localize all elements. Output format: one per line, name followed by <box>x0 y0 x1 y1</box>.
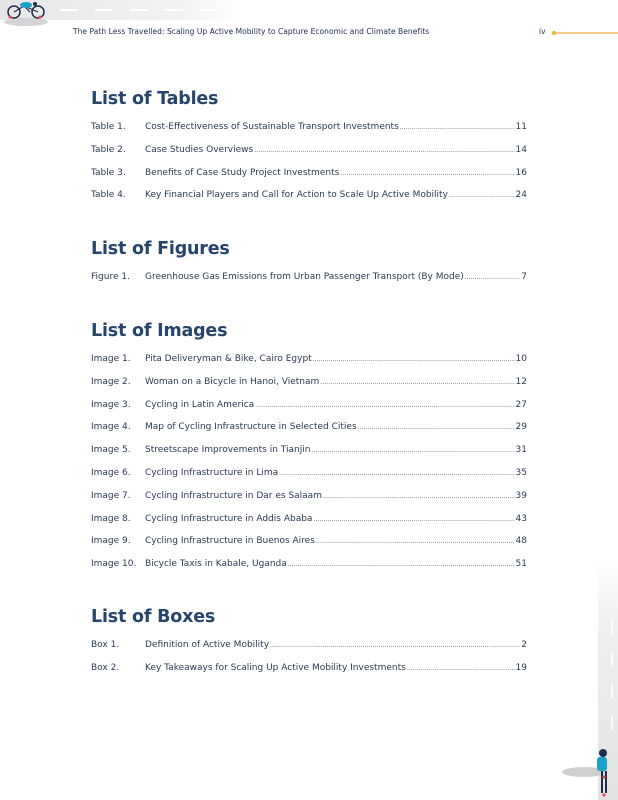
entry-page-number: 2 <box>521 640 527 650</box>
entry-page-number: 48 <box>515 536 527 547</box>
toc-entry[interactable] <box>91 559 527 582</box>
entry-title: Cost-Effectiveness of Sustainable Transport Investments <box>145 122 399 132</box>
toc-entry[interactable] <box>91 168 527 191</box>
toc-entry[interactable] <box>91 400 527 423</box>
toc-entry[interactable] <box>91 536 527 559</box>
entry-page-number: 29 <box>515 422 527 433</box>
entry-page-number: 43 <box>515 513 527 524</box>
entry-label: Image 6. <box>91 467 131 478</box>
list-of-figures <box>91 238 527 295</box>
dot-leader <box>316 536 515 546</box>
entry-page-number: 16 <box>515 167 527 178</box>
list-of-tables <box>91 88 527 213</box>
entry-title: Case Studies Overviews <box>145 144 254 155</box>
dot-leader <box>255 400 514 410</box>
entry-label: Box 2. <box>91 662 120 673</box>
dot-leader <box>254 145 514 155</box>
entry-label: Image 9. <box>91 536 131 547</box>
entry-label: Image 5. <box>91 445 131 456</box>
toc-entry[interactable] <box>91 422 527 445</box>
dot-leader <box>311 445 514 455</box>
toc-entry[interactable] <box>91 468 527 491</box>
entry-title: Cycling Infrastructure in Lima <box>145 467 279 478</box>
entry-title: Cycling Infrastructure in Dar es Salaam <box>145 490 322 501</box>
entry-label: Image 7. <box>91 490 131 501</box>
entry-label: Box 1. <box>91 640 120 650</box>
entry-title: Woman on a Bicycle in Hanoi, Vietnam <box>145 376 320 387</box>
list-of-images <box>91 320 527 582</box>
entry-label: Table 4. <box>91 190 126 201</box>
entry-page-number: 14 <box>515 144 527 155</box>
toc-entry[interactable] <box>91 122 527 145</box>
entry-label: Table 3. <box>91 167 126 178</box>
dot-leader <box>320 377 514 387</box>
toc-entry[interactable] <box>91 272 527 295</box>
dot-leader <box>288 559 515 569</box>
page-number: iv <box>539 27 546 36</box>
toc-entry[interactable] <box>91 663 527 686</box>
section-heading: List of Images <box>91 321 228 341</box>
entry-label: Image 4. <box>91 422 131 433</box>
entry-title: Bicycle Taxis in Kabale, Uganda <box>145 559 287 570</box>
entry-title: Streetscape Improvements in Tianjin <box>145 445 311 456</box>
entry-page-number: 51 <box>515 559 527 570</box>
entry-title: Greenhouse Gas Emissions from Urban Passenger Transport (By Mode) <box>145 272 464 282</box>
list-of-boxes <box>91 606 527 686</box>
entry-label: Image 3. <box>91 399 131 410</box>
dot-leader <box>323 491 515 501</box>
page-number-accent-line <box>550 29 618 37</box>
cyclist-illustration <box>560 745 618 800</box>
running-header-title: The Path Less Travelled: Scaling Up Active Mobility to Capture Economic and Climate Benefits <box>73 27 430 36</box>
dot-leader <box>313 354 515 364</box>
entry-label: Image 10. <box>91 559 137 570</box>
entry-page-number: 19 <box>515 662 527 673</box>
entry-title: Pita Deliveryman & Bike, Cairo Egypt <box>145 354 312 364</box>
entry-page-number: 12 <box>515 376 527 387</box>
toc-entry[interactable] <box>91 514 527 537</box>
dot-leader <box>358 422 515 432</box>
toc-entry[interactable] <box>91 145 527 168</box>
entry-label: Image 1. <box>91 354 131 364</box>
entry-label: Image 2. <box>91 376 131 387</box>
entry-label: Figure 1. <box>91 272 130 282</box>
dot-leader <box>449 190 515 200</box>
toc-entry[interactable] <box>91 640 527 663</box>
entry-page-number: 11 <box>515 122 527 132</box>
toc-entry[interactable] <box>91 377 527 400</box>
entry-title: Definition of Active Mobility <box>145 640 270 650</box>
entry-page-number: 39 <box>515 490 527 501</box>
toc-entry[interactable] <box>91 354 527 377</box>
entry-title: Cycling Infrastructure in Addis Ababa <box>145 513 313 524</box>
entry-page-number: 31 <box>515 445 527 456</box>
dot-leader <box>279 468 514 478</box>
entry-page-number: 35 <box>515 467 527 478</box>
dot-leader <box>270 640 520 650</box>
dot-leader <box>465 272 521 282</box>
dot-leader <box>407 663 515 673</box>
entry-title: Map of Cycling Infrastructure in Selected Cities <box>145 422 357 433</box>
entry-title: Cycling Infrastructure in Buenos Aires <box>145 536 315 547</box>
dot-leader <box>313 514 514 524</box>
entry-title: Cycling in Latin America <box>145 399 255 410</box>
entry-title: Benefits of Case Study Project Investments <box>145 167 340 178</box>
entry-label: Table 2. <box>91 144 126 155</box>
dot-leader <box>340 168 514 178</box>
toc-entry[interactable] <box>91 190 527 213</box>
entry-title: Key Financial Players and Call for Action to Scale Up Active Mobility <box>145 190 448 201</box>
section-heading: List of Tables <box>91 89 219 109</box>
entry-label: Table 1. <box>91 122 126 132</box>
section-heading: List of Figures <box>91 239 230 259</box>
toc-entry[interactable] <box>91 491 527 514</box>
entry-page-number: 24 <box>515 190 527 201</box>
entry-label: Image 8. <box>91 513 131 524</box>
entry-page-number: 27 <box>515 399 527 410</box>
dot-leader <box>400 122 515 132</box>
toc-entry[interactable] <box>91 445 527 468</box>
section-heading: List of Boxes <box>91 607 216 627</box>
entry-title: Key Takeaways for Scaling Up Active Mobility Investments <box>145 662 406 673</box>
entry-page-number: 10 <box>515 354 527 364</box>
entry-page-number: 7 <box>521 272 527 282</box>
